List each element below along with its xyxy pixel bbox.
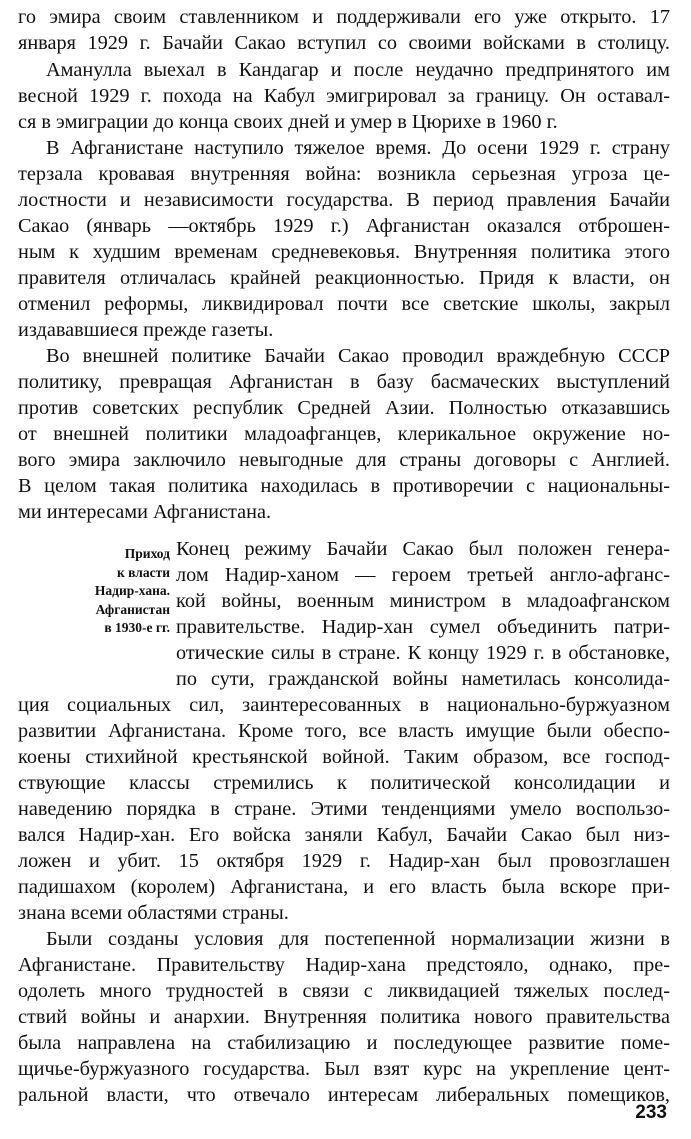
text-line: знана всеми областями страны. [18,902,289,924]
text-line: коены стихийной крестьянской войной. Таким образом, все господ- [18,746,670,768]
text-line: весной 1929 г. похода на Кабул эмигрировал за границу. Он оставал- [18,85,670,107]
sidenote-line: к власти [117,564,170,580]
text-line: наведению порядка в стране. Этими тенденциями умело воспользо- [18,798,670,820]
text-line: ция социальных сил, заинтересованных в национально-буржуазном [18,694,670,716]
text-line: января 1929 г. Бачайи Сакао вступил со своими войсками в столицу. [18,32,670,54]
text-line: кой войны, военным министром в младоафганском [176,590,670,612]
text-line: от внешней политики младоафганцев, клерикальное окружение но- [18,423,670,445]
text-line: щичье-буржуазного государства. Был взят курс на укрепление цент- [18,1058,670,1080]
text-line: В Афганистане наступило тяжелое время. До осени 1929 г. страну [46,137,670,159]
text-line: ным к худшим временам средневековья. Внутренняя политика этого [18,241,670,263]
text-line: Во внешней политике Бачайи Сакао проводил враждебную СССР [46,345,670,367]
text-line: была направлена на стабилизацию и последующее развитие поме- [18,1032,670,1054]
text-line: отические силы в стране. К концу 1929 г. в обстановке, [176,642,670,664]
text-line: Сакао (январь —октябрь 1929 г.) Афганистан оказался отброшен- [18,215,670,237]
text-line: Аманулла выехал в Кандагар и после неудачно предпринятого им [46,59,670,81]
text-line: одолеть много трудностей в связи с ликвидацией тяжелых послед- [18,980,670,1002]
text-line: отменил реформы, ликвидировал почти все светские школы, закрыл [18,293,670,315]
text-line: правителя отличалась крайней реакционностью. Придя к власти, он [18,267,670,289]
text-line: падишахом (королем) Афганистана, и его власть была вскоре при- [18,876,670,898]
text-line: Афганистане. Правительству Надир-хана предстояло, однако, пре- [18,954,670,976]
sidenote-line: Надир-хана. [94,583,170,598]
text-line: развитии Афганистана. Кроме того, все власть имущие были обеспо- [18,720,670,742]
text-line: го эмира своим ставленником и поддерживали его уже открыто. 17 [18,6,670,28]
text-line: ми интересами Афганистана. [18,501,272,523]
text-line: политику, превращая Афганистан в базу басмаческих выступлений [18,371,670,393]
text-line: вался Надир-хан. Его войска заняли Кабул, Бачайи Сакао был низ- [18,824,670,846]
text-line: Конец режиму Бачайи Сакао был положен генера- [176,538,670,560]
text-line: издававшиеся прежде газеты. [18,319,274,341]
text-line: ся в эмиграции до конца своих дней и умер в Цюрихе в 1960 г. [18,111,558,133]
sidenote-line: Афганистан [95,601,170,617]
text-line: терзала кровавая внутренняя война: возникла серьезная угроза це- [18,163,670,185]
text-line: правительстве. Надир-хан сумел объединить патри- [176,616,670,638]
page-number: 233 [635,1102,667,1123]
text-line: ствующие классы стремились к политической консолидации и [18,772,670,794]
text-line: по сути, гражданской войны наметилась консолида- [176,668,670,690]
sidenote-line: Приход [124,546,170,561]
text-line: ложен и убит. 15 октября 1929 г. Надир-хан был провозглашен [18,850,670,872]
text-line: ральной власти, что отвечало интересам либеральных помещиков, [18,1084,670,1106]
text-line: лом Надир-ханом — героем третьей англо-афганс- [176,564,670,586]
text-line: вого эмира заключило невыгодные для страны договоры с Англией. [18,449,670,471]
sidenote-line: в 1930-е гг. [104,620,170,635]
text-line: ствий войны и анархии. Внутренняя политика нового правительства [18,1006,670,1028]
text-line: лостности и независимости государства. В период правления Бачайи [18,189,670,211]
text-line: Были созданы условия для постепенной нормализации жизни в [46,928,670,950]
text-line: против советских республик Средней Азии. Полностью отказавшись [18,397,670,419]
text-line: В целом такая политика находилась в противоречии с национальны- [18,475,670,497]
